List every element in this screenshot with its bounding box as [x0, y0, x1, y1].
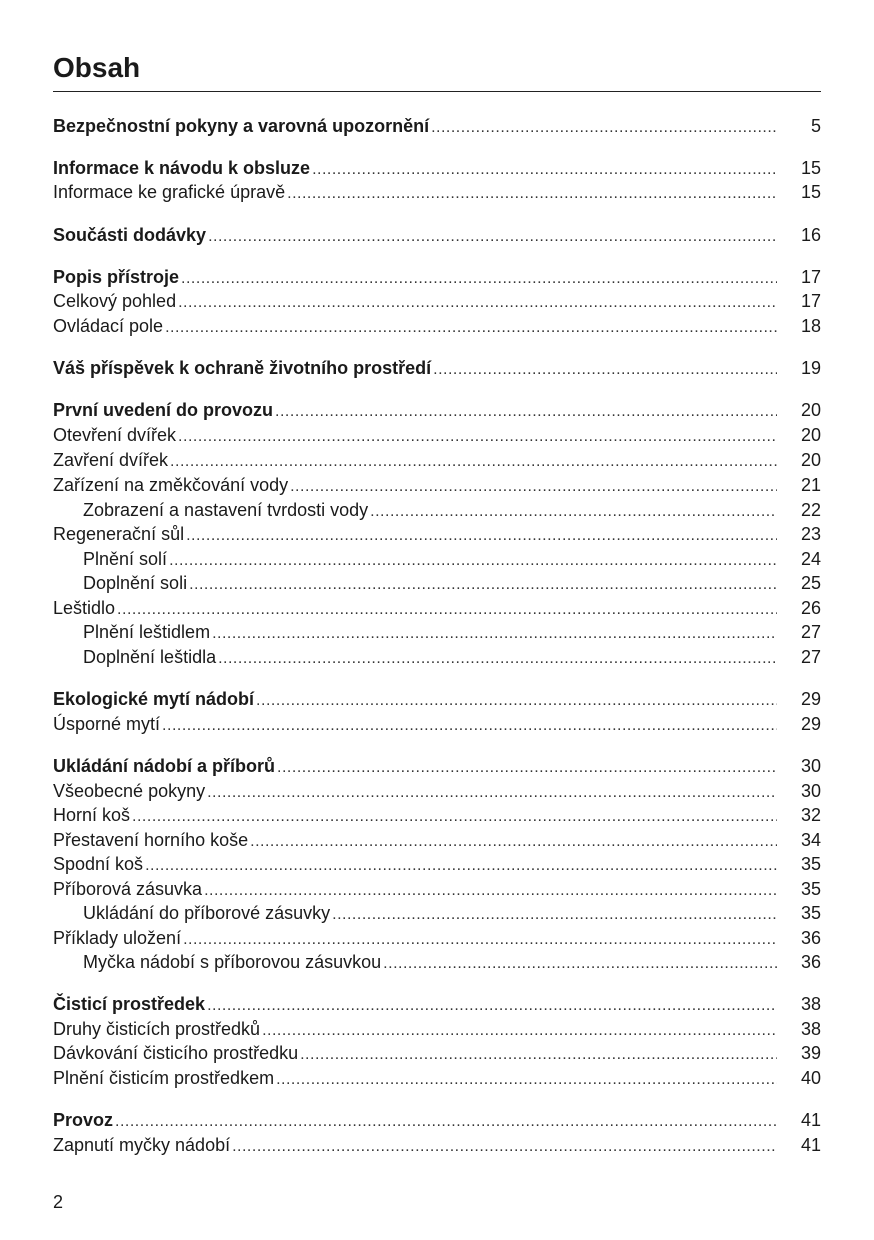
toc-entry-label: Horní koš	[53, 805, 131, 825]
toc-entry	[53, 877, 821, 901]
toc-entry	[53, 448, 821, 472]
toc-entry	[53, 423, 821, 447]
toc-entry-page: 24	[800, 549, 821, 569]
toc-entry	[53, 114, 821, 138]
toc-entry	[53, 645, 821, 669]
toc-dot-leader	[183, 928, 777, 952]
toc-entry	[53, 571, 821, 595]
toc-entry-label: Ukládání nádobí a příborů	[53, 756, 276, 776]
toc-entry-label: Úsporné mytí	[53, 714, 161, 734]
toc-entry	[53, 1133, 821, 1157]
toc-dot-leader	[165, 316, 777, 340]
toc-dot-leader	[277, 756, 777, 780]
toc-dot-leader	[256, 689, 777, 713]
toc-entry	[53, 828, 821, 852]
toc-dot-leader	[204, 879, 777, 903]
toc-entry-label: Bezpečnostní pokyny a varovná upozornění	[53, 116, 430, 136]
toc-entry-page: 21	[800, 475, 821, 495]
toc-entry-label: Zařízení na změkčování vody	[53, 475, 289, 495]
toc-entry	[53, 712, 821, 736]
toc-entry-label: První uvedení do provozu	[53, 400, 274, 420]
toc-dot-leader	[287, 182, 777, 206]
toc-entry-page: 38	[800, 994, 821, 1014]
toc-entry	[53, 498, 821, 522]
toc-entry-label: Plnění čisticím prostředkem	[53, 1068, 275, 1088]
toc-entry-label: Regenerační sůl	[53, 524, 185, 544]
toc-dot-leader	[433, 358, 777, 382]
toc-entry-page: 32	[800, 805, 821, 825]
toc-entry-page: 27	[800, 622, 821, 642]
toc-entry-label: Spodní koš	[53, 854, 144, 874]
toc-entry-page: 22	[800, 500, 821, 520]
toc-entry-label: Doplnění leštidla	[83, 647, 217, 667]
toc-entry	[53, 289, 821, 313]
toc-dot-leader	[312, 158, 777, 182]
toc-entry	[53, 687, 821, 711]
toc-entry	[53, 1041, 821, 1065]
toc-dot-leader	[212, 622, 777, 646]
page-number: 2	[53, 1192, 64, 1212]
toc-dot-leader	[145, 854, 777, 878]
toc-entry-page: 23	[800, 524, 821, 544]
toc-entry-label: Zobrazení a nastavení tvrdosti vody	[83, 500, 369, 520]
toc-entry	[53, 156, 821, 180]
toc-entry-label: Informace k návodu k obsluze	[53, 158, 311, 178]
toc-entry	[53, 398, 821, 422]
toc-dot-leader	[332, 903, 777, 927]
toc-dot-leader	[383, 952, 777, 976]
toc-dot-leader	[207, 781, 777, 805]
toc-entry-page: 29	[800, 689, 821, 709]
toc-dot-leader	[250, 830, 777, 854]
toc-entry-label: Myčka nádobí s příborovou zásuvkou	[83, 952, 382, 972]
toc-entry-page: 40	[800, 1068, 821, 1088]
toc-entry-label: Popis přístroje	[53, 267, 180, 287]
toc-entry-page: 35	[800, 854, 821, 874]
toc-entry	[53, 596, 821, 620]
toc-entry	[53, 950, 821, 974]
toc-dot-leader	[218, 647, 777, 671]
toc-entry-label: Čisticí prostředek	[53, 994, 206, 1014]
toc-dot-leader	[431, 116, 777, 140]
toc-dot-leader	[300, 1043, 777, 1067]
toc-entry-page: 34	[800, 830, 821, 850]
toc-entry	[53, 547, 821, 571]
toc-entry-label: Ekologické mytí nádobí	[53, 689, 255, 709]
toc-entry-page: 26	[800, 598, 821, 618]
toc-entry-label: Příborová zásuvka	[53, 879, 203, 899]
toc-dot-leader	[132, 805, 777, 829]
toc-entry-page: 20	[800, 450, 821, 470]
toc-entry-page: 19	[800, 358, 821, 378]
toc-entry-label: Součásti dodávky	[53, 225, 207, 245]
toc-entry	[53, 265, 821, 289]
toc-entry	[53, 522, 821, 546]
toc-entry-page: 38	[800, 1019, 821, 1039]
toc-dot-leader	[162, 714, 777, 738]
toc-entry-page: 20	[800, 400, 821, 420]
toc-dot-leader	[178, 291, 777, 315]
toc-entry-label: Plnění solí	[83, 549, 168, 569]
toc-entry	[53, 223, 821, 247]
toc-entry-label: Příklady uložení	[53, 928, 182, 948]
toc-entry-label: Zavření dvířek	[53, 450, 169, 470]
toc-entry-label: Celkový pohled	[53, 291, 177, 311]
toc-entry	[53, 356, 821, 380]
toc-entry	[53, 1017, 821, 1041]
toc-entry-label: Přestavení horního koše	[53, 830, 249, 850]
toc-entry-page: 29	[800, 714, 821, 734]
toc-dot-leader	[178, 425, 777, 449]
toc-entry-label: Leštidlo	[53, 598, 116, 618]
toc-dot-leader	[117, 598, 777, 622]
toc-entry	[53, 754, 821, 778]
toc-entry-page: 30	[800, 781, 821, 801]
toc-entry-label: Druhy čisticích prostředků	[53, 1019, 261, 1039]
toc-entry-label: Doplnění soli	[83, 573, 188, 593]
toc-dot-leader	[186, 524, 777, 548]
toc-entry-label: Váš příspěvek k ochraně životního prostředí	[53, 358, 432, 378]
toc-entry-page: 20	[800, 425, 821, 445]
toc-dot-leader	[208, 225, 777, 249]
toc-entry-page: 35	[800, 903, 821, 923]
toc-dot-leader	[207, 994, 777, 1018]
toc-entry-label: Zapnutí myčky nádobí	[53, 1135, 231, 1155]
toc-entry	[53, 1066, 821, 1090]
toc-entry	[53, 314, 821, 338]
toc-entry-label: Plnění leštidlem	[83, 622, 211, 642]
toc-entry-page: 27	[800, 647, 821, 667]
toc-dot-leader	[232, 1135, 777, 1159]
toc-entry	[53, 620, 821, 644]
toc-entry-label: Ovládací pole	[53, 316, 164, 336]
toc-entry-page: 36	[800, 952, 821, 972]
toc-entry-page: 41	[800, 1110, 821, 1130]
toc-entry-page: 25	[800, 573, 821, 593]
toc-dot-leader	[181, 267, 777, 291]
toc-entry-label: Ukládání do příborové zásuvky	[83, 903, 331, 923]
toc-entry	[53, 926, 821, 950]
toc-dot-leader	[276, 1068, 777, 1092]
toc-entry-page: 18	[800, 316, 821, 336]
toc-entry-label: Provoz	[53, 1110, 114, 1130]
toc-entry-page: 15	[800, 182, 821, 202]
toc-entry-page: 15	[800, 158, 821, 178]
toc-entry-page: 39	[800, 1043, 821, 1063]
toc-entry-page: 41	[800, 1135, 821, 1155]
toc-entry-page: 16	[800, 225, 821, 245]
toc-entry	[53, 803, 821, 827]
toc-dot-leader	[262, 1019, 777, 1043]
toc-entry	[53, 901, 821, 925]
toc-dot-leader	[370, 500, 777, 524]
toc-entry-page: 17	[800, 267, 821, 287]
toc-dot-leader	[189, 573, 777, 597]
toc-entry	[53, 992, 821, 1016]
toc-entry-label: Informace ke grafické úpravě	[53, 182, 286, 202]
toc-entry-page: 17	[800, 291, 821, 311]
toc-entry	[53, 180, 821, 204]
toc-entry-page: 5	[810, 116, 821, 136]
toc-entry-page: 36	[800, 928, 821, 948]
toc-entry-label: Všeobecné pokyny	[53, 781, 206, 801]
toc-dot-leader	[170, 450, 777, 474]
toc-entry-page: 35	[800, 879, 821, 899]
toc-entry	[53, 852, 821, 876]
toc-entry-label: Otevření dvířek	[53, 425, 177, 445]
toc-dot-leader	[169, 549, 777, 573]
toc-entry-label: Dávkování čisticího prostředku	[53, 1043, 299, 1063]
toc-entry	[53, 473, 821, 497]
toc-entry-page: 30	[800, 756, 821, 776]
page-title: Obsah	[53, 52, 141, 83]
toc-dot-leader	[115, 1110, 777, 1134]
toc-dot-leader	[290, 475, 777, 499]
toc-entry	[53, 779, 821, 803]
toc-dot-leader	[275, 400, 777, 424]
title-divider	[53, 91, 821, 92]
toc-entry	[53, 1108, 821, 1132]
